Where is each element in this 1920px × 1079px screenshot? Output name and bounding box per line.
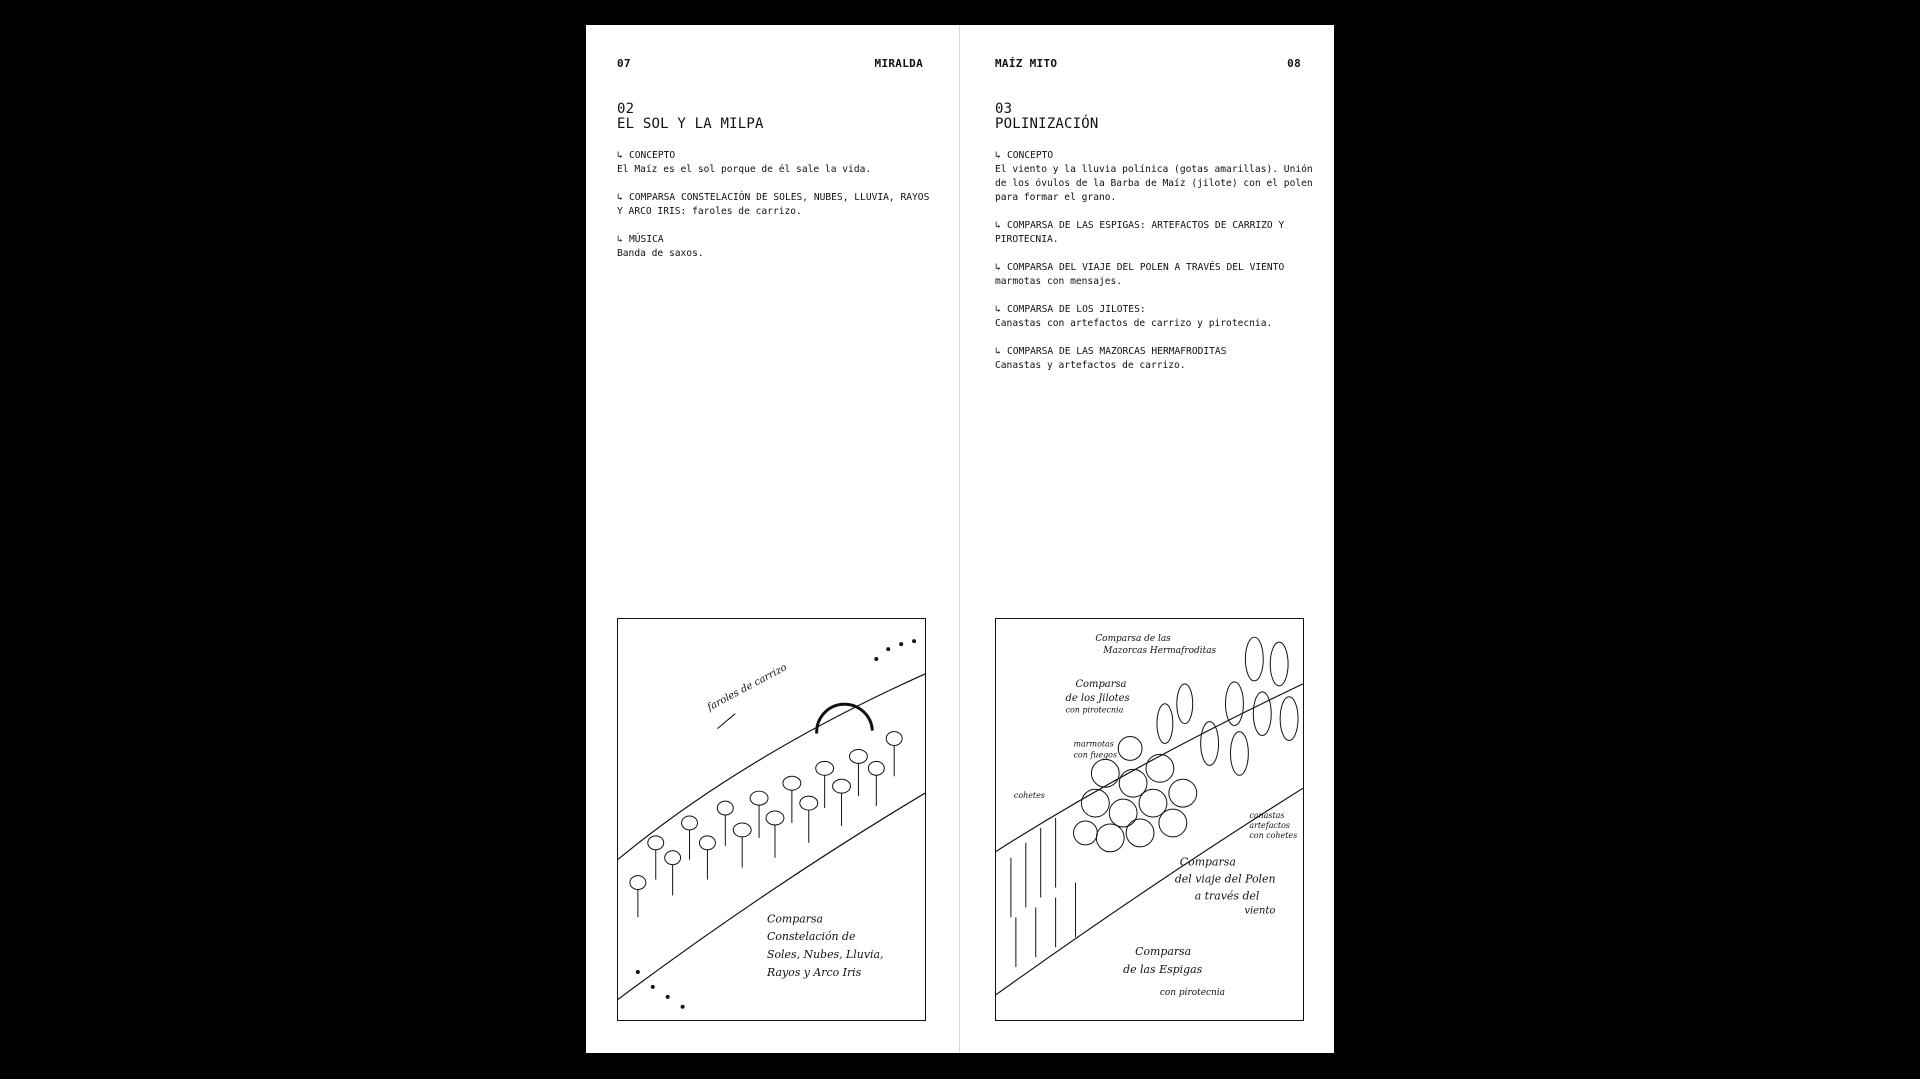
return-arrow-icon: ↳ bbox=[995, 220, 1001, 231]
sketch-caption: Soles, Nubes, Lluvia, bbox=[767, 948, 884, 962]
return-arrow-icon: ↳ bbox=[995, 346, 1001, 357]
return-arrow-icon: ↳ bbox=[617, 192, 623, 203]
block-head: COMPARSA DE LAS ESPIGAS: ARTEFACTOS DE CARRIZO Y PIROTECNIA. bbox=[995, 220, 1285, 245]
sketch-note: canastas bbox=[1249, 811, 1285, 821]
sketch-note: Comparsa bbox=[1179, 855, 1236, 869]
return-arrow-icon: ↳ bbox=[995, 262, 1001, 273]
right-block-polen bbox=[995, 261, 1315, 289]
left-blocks bbox=[617, 149, 937, 261]
book-spread bbox=[586, 25, 1334, 1053]
right-section-title: POLINIZACIÓN bbox=[995, 116, 1099, 132]
sketch-note: faroles de carrizo bbox=[705, 662, 789, 714]
left-page bbox=[586, 25, 959, 1053]
right-block-mazorcas bbox=[995, 345, 1315, 373]
block-head: COMPARSA DE LOS JILOTES: bbox=[1007, 304, 1146, 315]
sketch-note: con pirotecnia bbox=[1159, 987, 1225, 998]
sketch-note: con fuegos bbox=[1073, 750, 1118, 760]
sketch-note: del viaje del Polen bbox=[1174, 872, 1276, 886]
left-page-number: 07 bbox=[617, 57, 631, 70]
right-running-title: MAÍZ MITO bbox=[995, 57, 1058, 70]
left-block-musica bbox=[617, 233, 937, 261]
sketch-note: Comparsa bbox=[1075, 678, 1127, 690]
sketch-note: artefactos bbox=[1249, 820, 1290, 830]
block-head: MÚSICA bbox=[629, 234, 664, 245]
sketch-note: viento bbox=[1244, 905, 1276, 917]
block-body: Banda de saxos. bbox=[617, 248, 704, 259]
sketch-caption: Constelación de bbox=[767, 930, 856, 944]
block-body: marmotas con mensajes. bbox=[995, 276, 1123, 287]
return-arrow-icon: ↳ bbox=[995, 150, 1001, 161]
sketch-note: marmotas bbox=[1073, 739, 1114, 749]
return-arrow-icon: ↳ bbox=[995, 304, 1001, 315]
right-page bbox=[960, 25, 1333, 1053]
right-blocks bbox=[995, 149, 1315, 373]
left-section bbox=[617, 102, 937, 275]
right-section bbox=[995, 102, 1315, 387]
block-body: Canastas con artefactos de carrizo y pirotecnia. bbox=[995, 318, 1273, 329]
right-sketch-illustration bbox=[995, 618, 1304, 1021]
block-body: El viento y la lluvia polínica (gotas amarillas). Unión de los óvulos de la Barba de Maíz (jilote) con el polen para formar el grano. bbox=[995, 164, 1313, 203]
sketch-note: Mazorcas Hermafroditas bbox=[1103, 646, 1217, 657]
left-section-number: 02 bbox=[617, 101, 635, 117]
right-block-espigas bbox=[995, 219, 1315, 247]
return-arrow-icon: ↳ bbox=[617, 234, 623, 245]
sketch-note: con pirotecnia bbox=[1065, 705, 1124, 715]
left-sketch-illustration bbox=[617, 618, 926, 1021]
right-page-number: 08 bbox=[1287, 57, 1301, 70]
right-block-concepto bbox=[995, 149, 1315, 205]
block-head: CONCEPTO bbox=[629, 150, 676, 161]
left-running-title: MIRALDA bbox=[874, 57, 923, 70]
right-section-number: 03 bbox=[995, 101, 1013, 117]
left-block-concepto bbox=[617, 149, 937, 177]
sketch-note: Comparsa bbox=[1135, 945, 1192, 959]
block-head: CONCEPTO bbox=[1007, 150, 1054, 161]
sketch-caption: Rayos y Arco Iris bbox=[767, 965, 862, 979]
left-section-title: EL SOL Y LA MILPA bbox=[617, 116, 764, 132]
right-block-jilotes bbox=[995, 303, 1315, 331]
sketch-note: de las Espigas bbox=[1123, 963, 1203, 976]
sketch-note: de los Jilotes bbox=[1065, 692, 1130, 704]
sketch-note: cohetes bbox=[1013, 791, 1045, 801]
block-head: COMPARSA DE LAS MAZORCAS HERMAFRODITAS bbox=[1007, 346, 1227, 357]
block-body: Canastas y artefactos de carrizo. bbox=[995, 360, 1186, 371]
sketch-note: con cohetes bbox=[1249, 830, 1298, 840]
left-block-comparsa bbox=[617, 191, 937, 219]
block-body: El Maíz es el sol porque de él sale la vida. bbox=[617, 164, 872, 175]
sketch-note: Comparsa de las bbox=[1095, 634, 1171, 645]
block-head: COMPARSA DEL VIAJE DEL POLEN A TRAVÉS DEL VIENTO bbox=[1007, 262, 1285, 273]
sketch-caption: Comparsa bbox=[767, 912, 824, 926]
block-head: COMPARSA CONSTELACIÓN DE SOLES, NUBES, LLUVIA, RAYOS Y ARCO IRIS: faroles de carrizo. bbox=[617, 192, 930, 217]
sketch-note: a través del bbox=[1194, 889, 1260, 903]
return-arrow-icon: ↳ bbox=[617, 150, 623, 161]
